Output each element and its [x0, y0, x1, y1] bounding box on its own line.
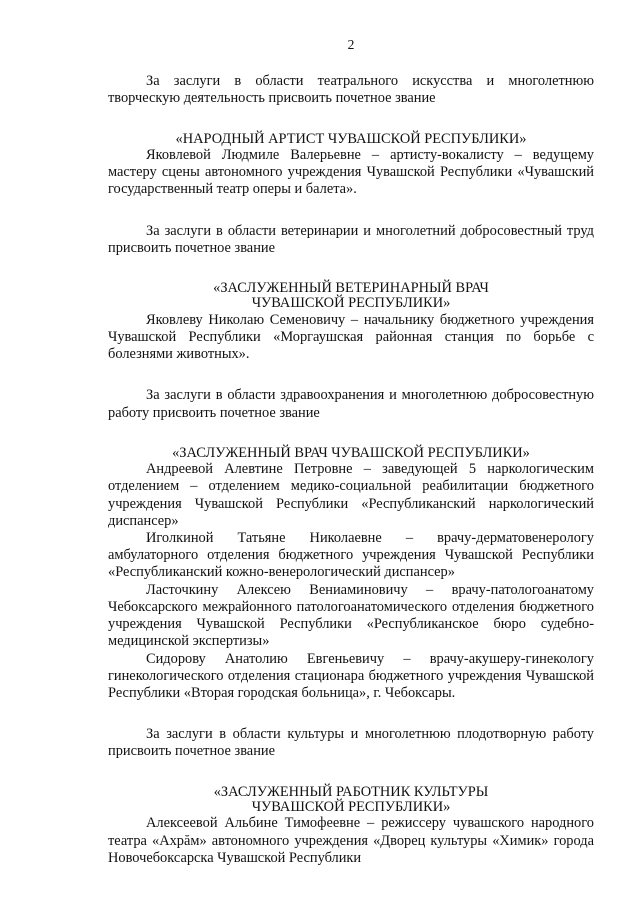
intro-paragraph: За заслуги в области культуры и многолетнюю плодотворную работу присвоить почетное звание [108, 726, 594, 760]
page-number: 2 [347, 37, 355, 52]
award-title-line: «ЗАСЛУЖЕННЫЙ ВРАЧ ЧУВАШСКОЙ РЕСПУБЛИКИ» [172, 444, 530, 461]
award-title-line: «ЗАСЛУЖЕННЫЙ ВЕТЕРИНАРНЫЙ ВРАЧ [213, 280, 489, 297]
award-title-line: ЧУВАШСКОЙ РЕСПУБЛИКИ» [251, 295, 451, 312]
section-veterinary [108, 223, 594, 364]
intro-paragraph: За заслуги в области ветеринарии и многолетний добросовестный труд присвоить почетное звание [108, 222, 594, 256]
awardee-paragraph: Алексеевой Альбине Тимофеевне – режиссеру чувашского народного театра «Ахрăм» автономного учреждения «Дворец культуры «Химик» города Новочебоксарска Чувашской Республики [108, 815, 594, 866]
awardee-paragraph: Сидорову Анатолию Евгеньевичу – врачу-акушеру-гинекологу гинекологического отделения стационара бюджетного учреждения Чувашской Республики «Вторая городская больница», г. Чебоксары. [108, 650, 594, 701]
award-title-line: «НАРОДНЫЙ АРТИСТ ЧУВАШСКОЙ РЕСПУБЛИКИ» [175, 130, 527, 147]
award-title [108, 281, 594, 312]
awardee-paragraph: Андреевой Алевтине Петровне – заведующей 5 наркологическим отделением – отделением медико-социальной реабилитации бюджетного учреждения Чувашской Республики «Республиканский наркологический диспансер» [108, 461, 594, 529]
award-title [108, 785, 594, 816]
award-title [108, 446, 594, 461]
awardee-paragraph: Яковлевой Людмиле Валерьевне – артисту-вокалисту – ведущему мастеру сцены автономного учреждения Чувашской Республики «Чувашский государственный театр оперы и балета». [108, 147, 594, 198]
intro-paragraph: За заслуги в области театрального искусства и многолетнюю творческую деятельность присвоить почетное звание [108, 73, 594, 107]
award-title-line: ЧУВАШСКОЙ РЕСПУБЛИКИ» [251, 798, 451, 815]
intro-paragraph: За заслуги в области здравоохранения и многолетнюю добросовестную работу присвоить почетное звание [108, 387, 594, 421]
section-health [108, 387, 594, 702]
awardee-paragraph: Яковлеву Николаю Семеновичу – начальнику бюджетного учреждения Чувашской Республики «Моргаушская районная станция по борьбе с болезнями животных». [108, 311, 594, 363]
awardee-paragraph: Ласточкину Алексею Вениаминовичу – врачу-патологоанатому Чебоксарского межрайонного патологоанатомического отделения бюджетного учреждения Чувашской Республики «Республиканское бюро судебно-медицинской экспертизы» [108, 581, 594, 650]
section-culture [108, 726, 594, 867]
awardee-paragraph: Иголкиной Татьяне Николаевне – врачу-дерматовенерологу амбулаторного отделения бюджетного учреждения Чувашской Республики «Республиканский кожно-венерологический диспансер» [108, 530, 594, 581]
award-title-line: «ЗАСЛУЖЕННЫЙ РАБОТНИК КУЛЬТУРЫ [213, 783, 489, 800]
section-theater [108, 73, 594, 198]
award-title [108, 132, 594, 147]
